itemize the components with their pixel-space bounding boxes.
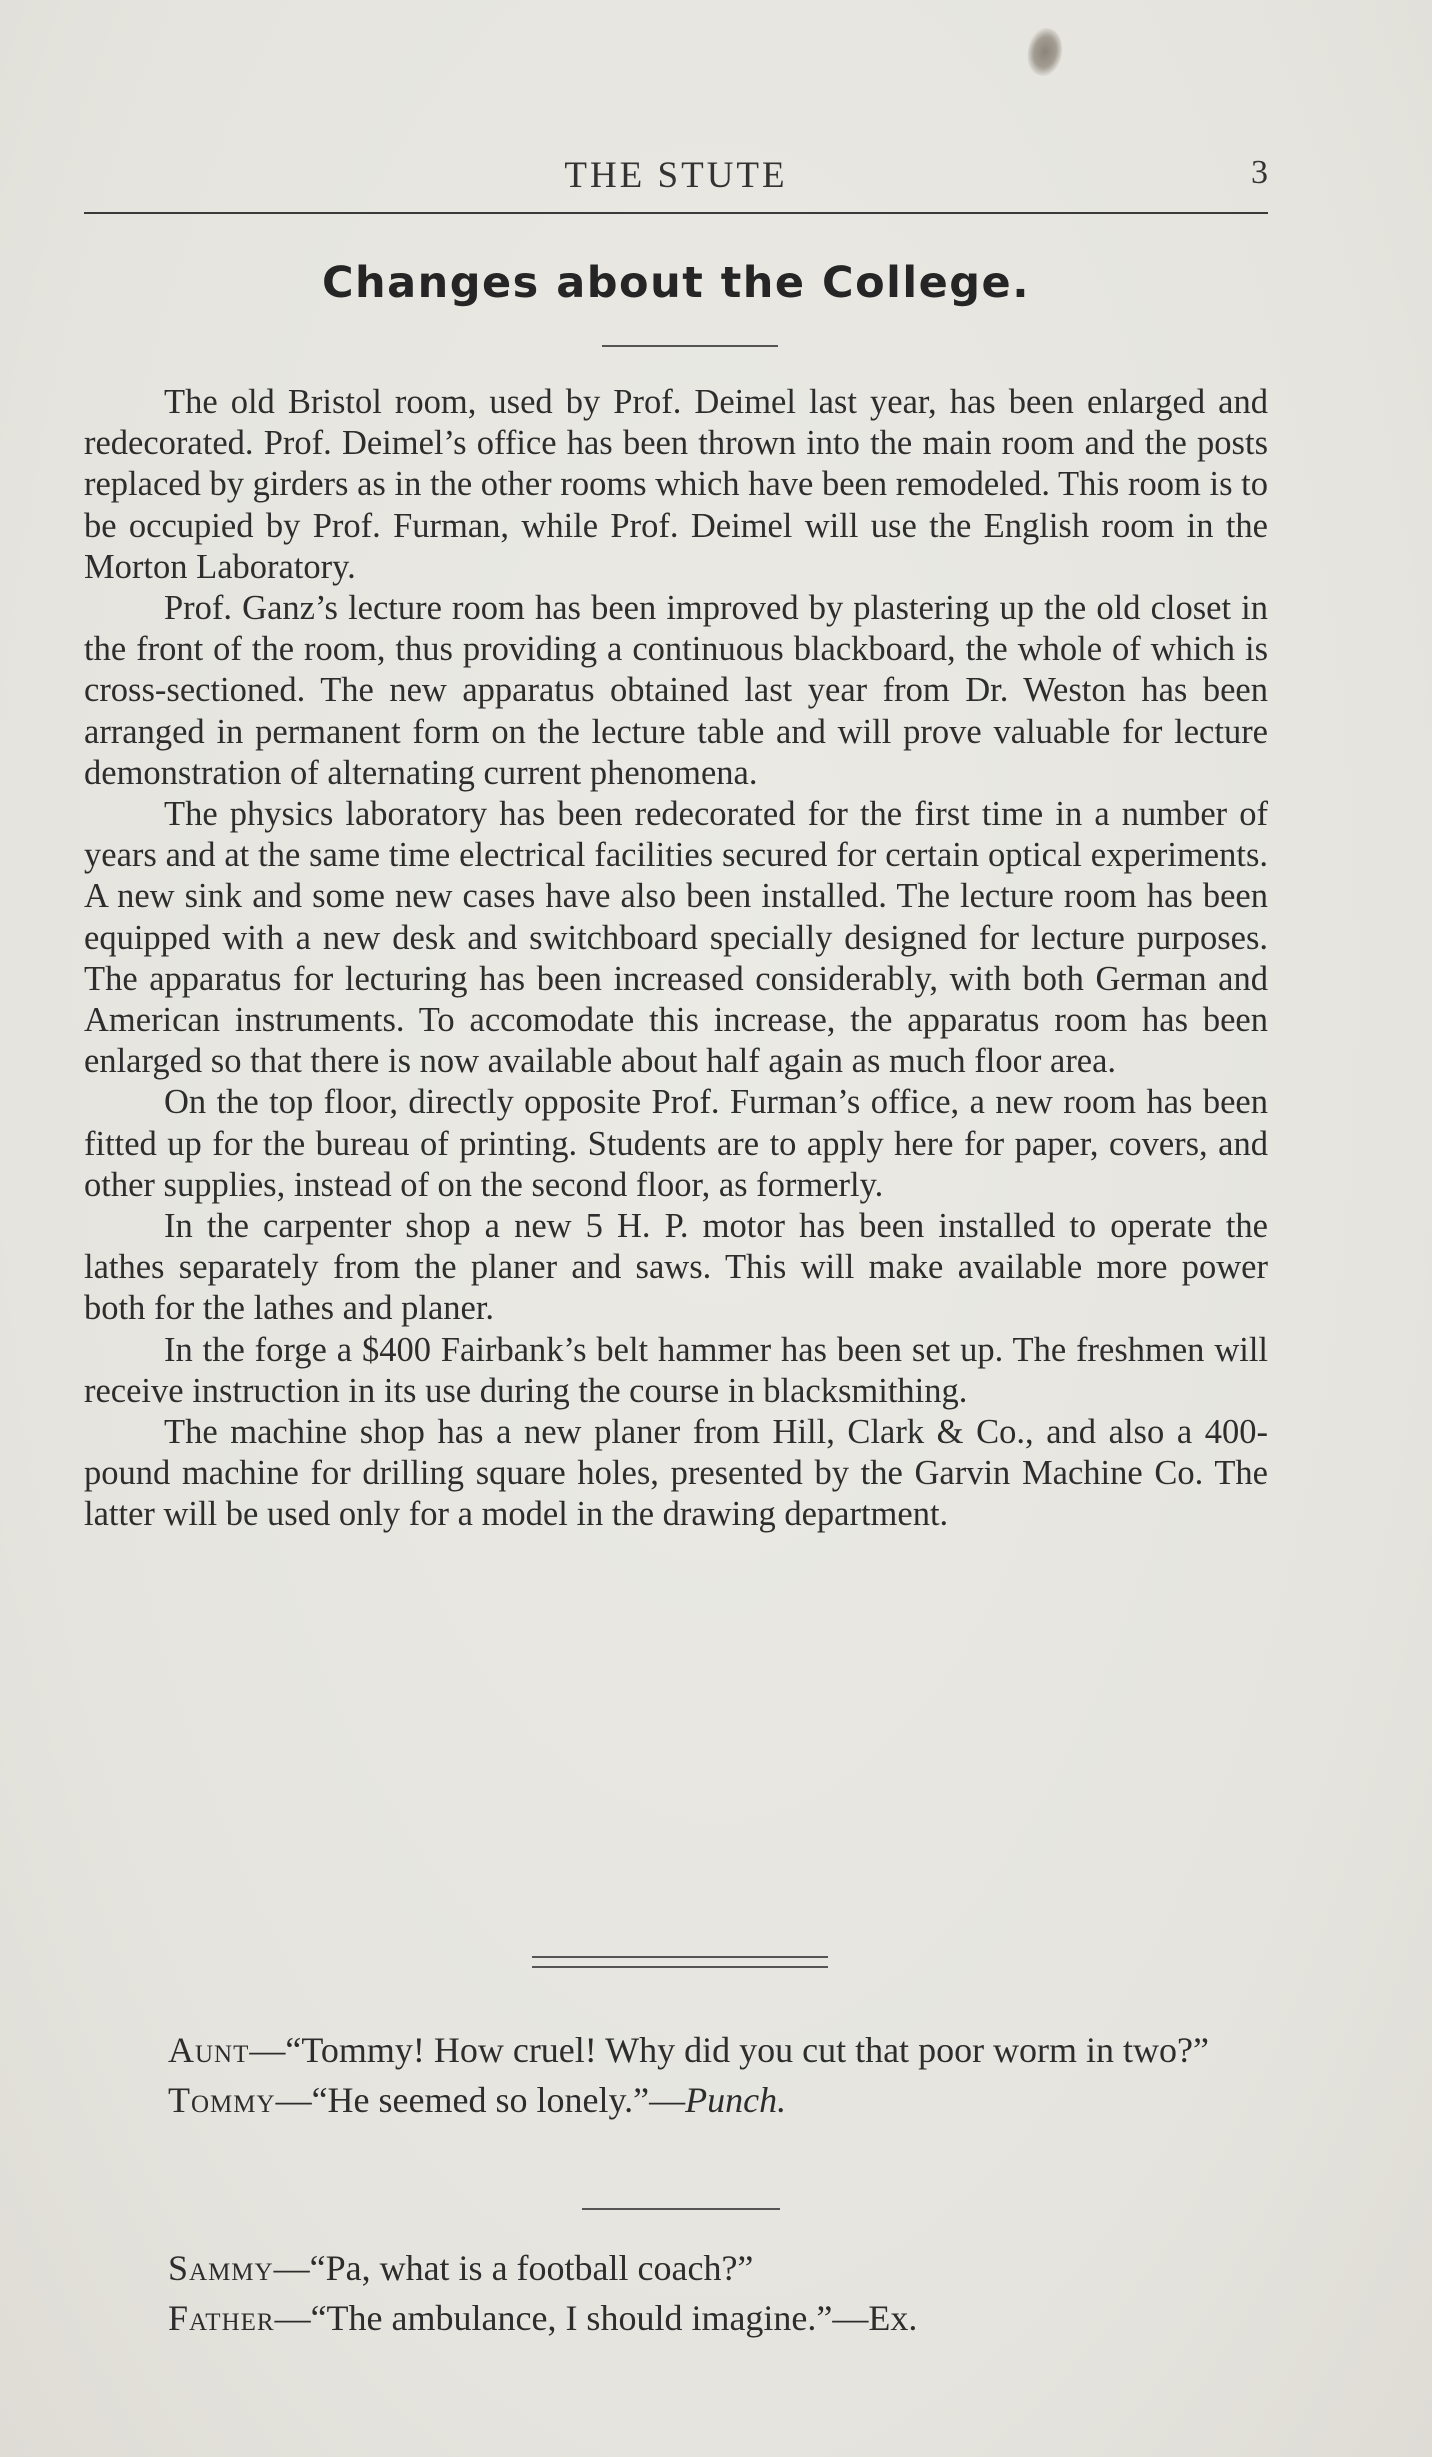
speech: —“Tommy! How cruel! Why did you cut that poor worm in two?”: [249, 2030, 1209, 2070]
title-rule: [602, 345, 778, 347]
joke-line: [84, 2293, 1280, 2343]
section-divider: [532, 1956, 828, 1968]
paragraph: In the forge a $400 Fairbank’s belt hammer has been set up. The freshmen will receive instruction in its use during the course in blacksmithing.: [84, 1330, 1268, 1410]
header-rule: [84, 212, 1268, 214]
paragraph: In the carpenter shop a new 5 H. P. motor has been installed to operate the lathes separately from the planer and saws. This will make available more power both for the lathes and planer.: [84, 1207, 1268, 1328]
speaker: Tommy: [168, 2080, 276, 2120]
article-title: Changes about the College.: [321, 258, 1031, 308]
speaker: Sammy: [168, 2248, 274, 2288]
speaker: Aunt: [168, 2030, 250, 2070]
speech: —“He seemed so lonely.”—: [275, 2080, 686, 2120]
running-title: THE STUTE: [564, 155, 788, 196]
speaker: Father: [168, 2298, 275, 2338]
article-body: [84, 382, 1268, 1536]
paragraph: The machine shop has a new planer from Hill, Clark & Co., and also a 400-pound machine for drilling square holes, presented by the Garvin Machine Co. The latter will be used only for a model in the drawing department.: [84, 1413, 1268, 1534]
paragraph: On the top floor, directly opposite Prof. Furman’s office, a new room has been fitted up for the bureau of printing. Students are to apply here for paper, covers, and other supplies, instead of on the second floor, as formerly.: [84, 1083, 1268, 1204]
page-number: 3: [1251, 154, 1268, 191]
ink-blot: [1023, 25, 1066, 79]
paragraph: The physics laboratory has been redecorated for the first time in a number of years and at the same time electrical facilities secured for certain optical experiments. A new sink and some new cases have also been installed. The lecture room has been equipped with a new desk and switchboard specially designed for lecture purposes. The apparatus for lecturing has been increased considerably, with both German and American instruments. To accomodate this increase, the apparatus room has been enlarged so that there is now available about half again as much floor area.: [84, 795, 1268, 1081]
joke-2: [84, 2243, 1280, 2343]
joke-line: [84, 2243, 1280, 2293]
joke-line: [84, 2025, 1280, 2075]
joke-divider: [582, 2208, 780, 2210]
source: Punch.: [685, 2080, 787, 2120]
joke-line: [84, 2075, 1280, 2125]
speech: —“The ambulance, I should imagine.”—Ex.: [274, 2298, 918, 2338]
running-head: [84, 148, 1268, 198]
speech: —“Pa, what is a football coach?”: [273, 2248, 754, 2288]
paragraph: Prof. Ganz’s lecture room has been improved by plastering up the old closet in the front of the room, thus providing a continuous blackboard, the whole of which is cross-sectioned. The new apparatus obtained last year from Dr. Weston has been arranged in permanent form on the lecture table and will prove valuable for lecture demonstration of alternating current phenomena.: [84, 589, 1268, 792]
paragraph: The old Bristol room, used by Prof. Deimel last year, has been enlarged and redecorated. Prof. Deimel’s office has been thrown into the main room and the posts replaced by girders as in the other rooms which have been remodeled. This room is to be occupied by Prof. Furman, while Prof. Deimel will use the English room in the Morton Laboratory.: [84, 383, 1268, 586]
joke-1: [84, 2025, 1280, 2125]
